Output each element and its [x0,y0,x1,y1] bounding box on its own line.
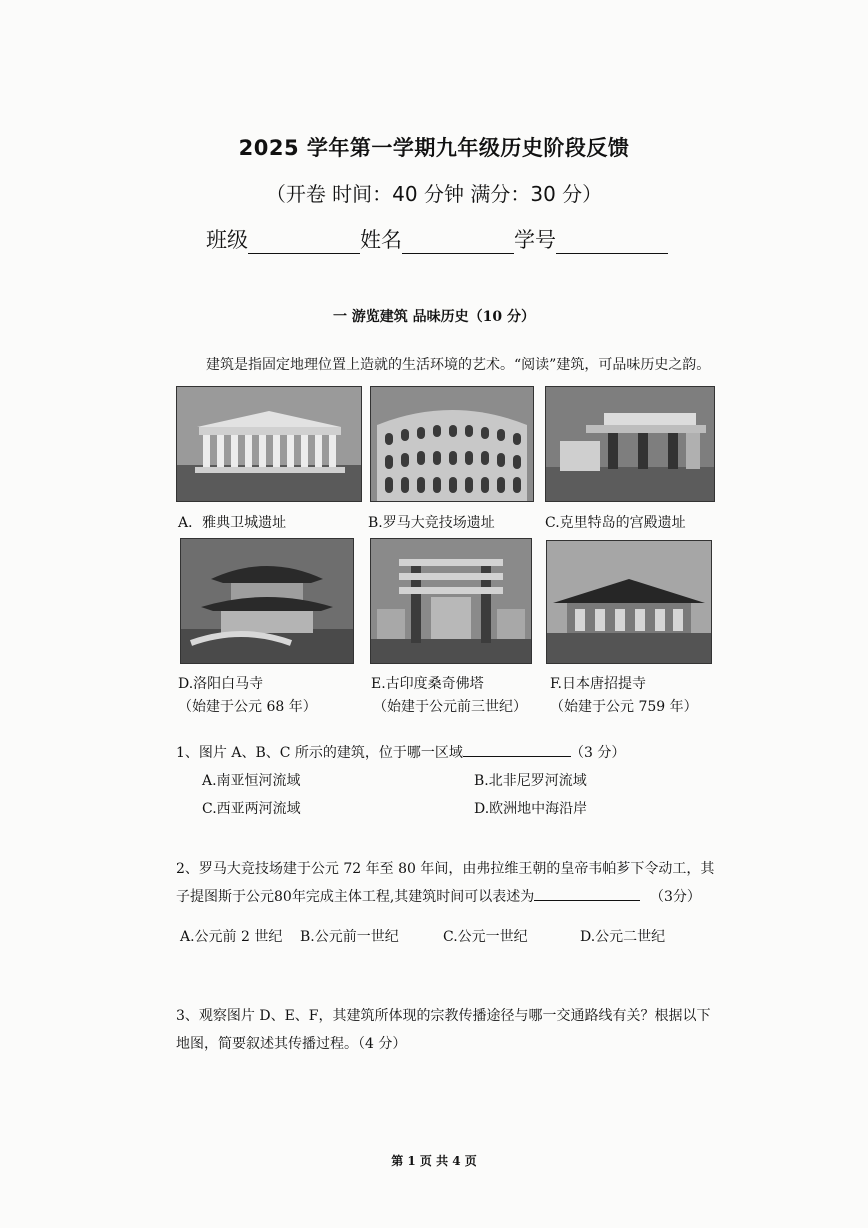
note-e: （始建于公元前三世纪） [373,699,527,715]
parthenon-image [176,386,362,502]
sanchi-stupa-image [370,538,532,664]
question-3-stem-line2: 地图，简要叙述其传播过程。（4 分） [176,1036,407,1052]
caption-d: D.洛阳白马寺 [178,676,264,692]
class-label: 班级 [206,228,248,252]
question-2-stem-line1: 2、罗马大竞技场建于公元 72 年至 80 年间，由弗拉维王朝的皇帝韦帕芗下令动工，其 [176,861,715,877]
exam-subtitle: （开卷 时间：40 分钟 满分：30 分） [265,182,603,206]
question-2-answer-blank[interactable] [534,886,640,901]
question-1-answer-blank[interactable] [463,742,571,757]
question-2-option-a[interactable]: A.公元前 2 世纪 [180,929,283,945]
question-1-option-a[interactable]: A.南亚恒河流域 [202,773,301,789]
question-1-option-b[interactable]: B.北非尼罗河流域 [474,773,587,789]
question-2-stem-line2: 子提图斯于公元80年完成主体工程,其建筑时间可以表述为 [176,886,640,906]
question-2-option-d[interactable]: D.公元二世纪 [580,929,666,945]
question-2-option-b[interactable]: B.公元前一世纪 [300,929,399,945]
knossos-palace-image [545,386,715,502]
section-heading: 一 游览建筑 品味历史（10 分） [332,309,536,325]
caption-a: A．雅典卫城遗址 [178,515,287,531]
question-2-score: （3分） [650,889,701,905]
caption-b: B.罗马大竞技场遗址 [368,515,495,531]
question-1-stem: 1、图片 A、B、C 所示的建筑，位于哪一区域 [176,742,571,762]
name-label: 姓名 [360,228,402,252]
colosseum-image [370,386,534,502]
toshodaiji-image [546,540,712,664]
question-1-option-d[interactable]: D.欧洲地中海沿岸 [474,801,588,817]
white-horse-temple-image [180,538,354,664]
page-number: 第 1 页 共 4 页 [391,1154,477,1168]
question-2-option-c[interactable]: C.公元一世纪 [443,929,528,945]
exam-title: 2025 学年第一学期九年级历史阶段反馈 [238,136,630,160]
id-label: 学号 [514,228,556,252]
caption-f: F.日本唐招提寺 [550,676,646,692]
question-1-option-c[interactable]: C.西亚两河流域 [202,801,301,817]
name-field[interactable] [402,231,514,254]
student-info-row [206,224,668,254]
id-field[interactable] [556,231,668,254]
note-d: （始建于公元 68 年） [178,699,317,715]
class-field[interactable] [248,231,360,254]
note-f: （始建于公元 759 年） [550,699,698,715]
question-3-stem-line1: 3、观察图片 D、E、F，其建筑所体现的宗教传播途径与哪一交通路线有关？根据以下 [176,1008,711,1024]
caption-e: E.古印度桑奇佛塔 [371,676,484,692]
question-1-score: （3 分） [570,745,626,761]
section-intro: 建筑是指固定地理位置上造就的生活环境的艺术。“阅读”建筑，可品味历史之韵。 [206,357,711,373]
caption-c: C.克里特岛的宫殿遗址 [545,515,686,531]
